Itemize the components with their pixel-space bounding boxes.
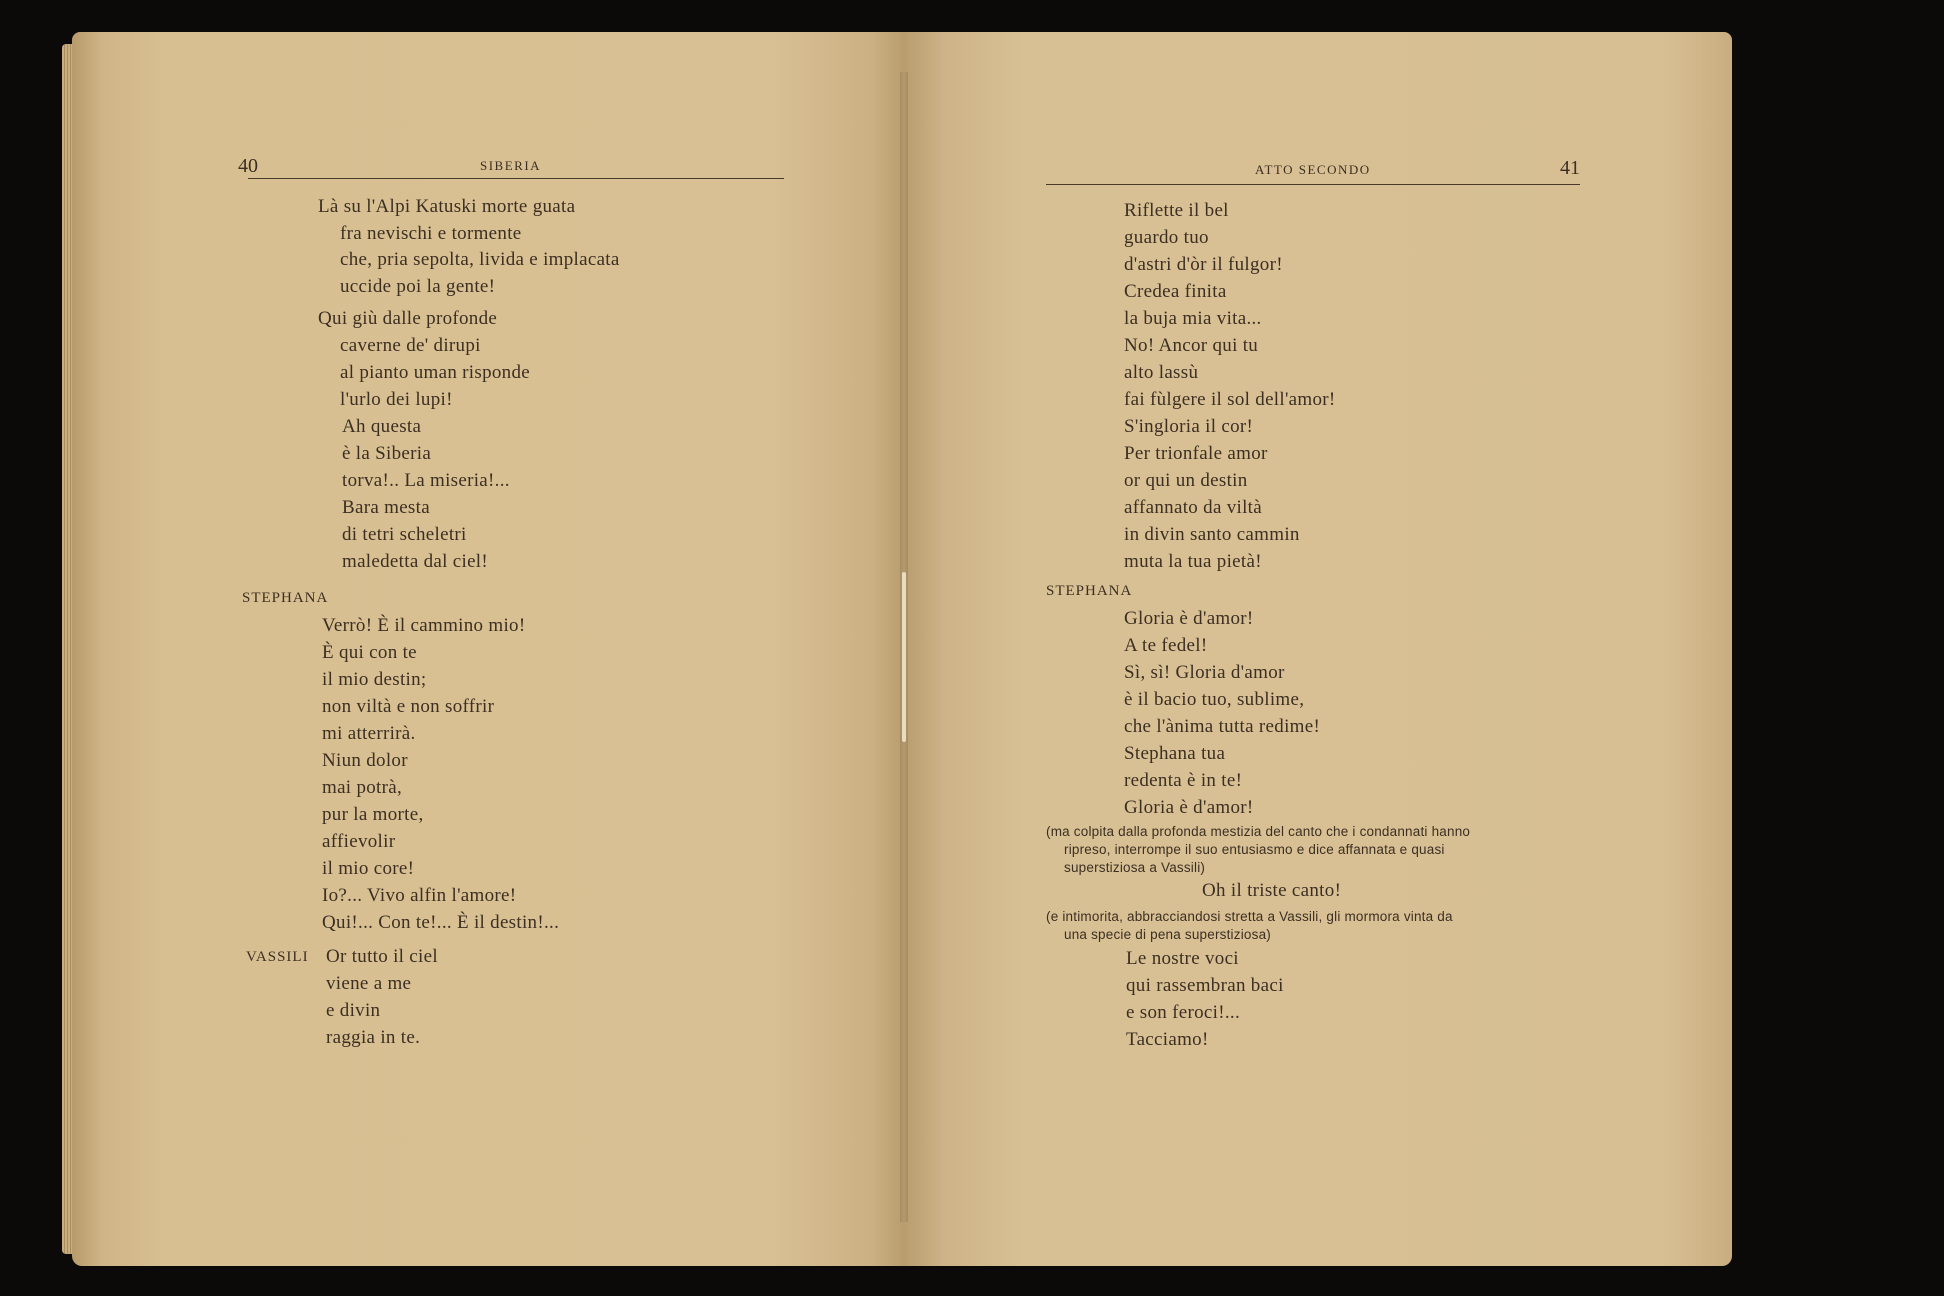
verse-line: al pianto uman risponde xyxy=(340,362,530,383)
verse-line: è la Siberia xyxy=(342,443,432,464)
verse-line: No! Ancor qui tu xyxy=(1124,335,1259,356)
verse-line: l'urlo dei lupi! xyxy=(340,389,453,410)
verse-line: Le nostre voci xyxy=(1126,948,1239,969)
verse-line: il mio destin; xyxy=(322,669,427,690)
verse-line: Per trionfale amor xyxy=(1124,443,1268,464)
verse-line: affannato da viltà xyxy=(1124,497,1262,518)
verse-line: Qui giù dalle profonde xyxy=(318,308,498,329)
right-running-head: ATTO SECONDO xyxy=(1255,162,1371,177)
verse-line: Io?... Vivo alfin l'amore! xyxy=(322,885,517,906)
verse-line: redenta è in te! xyxy=(1124,770,1243,791)
right-header-rule xyxy=(1046,184,1580,185)
verse-line: qui rassembran baci xyxy=(1126,975,1284,996)
verse-line: fai fùlgere il sol dell'amor! xyxy=(1124,389,1336,410)
verse-line: Niun dolor xyxy=(322,750,408,771)
verse-line: Bara mesta xyxy=(342,497,430,518)
verse-line: il mio core! xyxy=(322,858,415,879)
stage-direction-line: (e intimorita, abbracciandosi stretta a Vassili, gli mormora vinta da xyxy=(1046,909,1453,924)
verse-line: la buja mia vita... xyxy=(1124,308,1262,329)
verse-line: Ah questa xyxy=(342,416,422,437)
verse-line: Là su l'Alpi Katuski morte guata xyxy=(318,196,576,217)
verse-line: che l'ànima tutta redime! xyxy=(1124,716,1321,737)
verse-line: Gloria è d'amor! xyxy=(1124,797,1254,818)
right-page xyxy=(904,32,1732,1266)
stage-direction-line: una specie di pena superstiziosa) xyxy=(1064,927,1271,942)
verse-line: Riflette il bel xyxy=(1124,200,1229,221)
speaker-name: VASSILI xyxy=(246,949,309,965)
verse-line: Qui!... Con te!... È il destin!... xyxy=(322,912,560,933)
verse-line: guardo tuo xyxy=(1124,227,1209,248)
verse-line: torva!.. La miseria!... xyxy=(342,470,510,491)
left-page-number: 40 xyxy=(238,155,258,177)
verse-line: d'astri d'òr il fulgor! xyxy=(1124,254,1283,275)
verse-line: È qui con te xyxy=(322,642,417,663)
verse-line: Or tutto il ciel xyxy=(326,946,438,967)
speaker-name: STEPHANA xyxy=(1046,583,1133,599)
verse-line: viene a me xyxy=(326,973,412,994)
verse-line: non viltà e non soffrir xyxy=(322,696,495,717)
verse-line: fra nevischi e tormente xyxy=(340,223,522,244)
verse-line: muta la tua pietà! xyxy=(1124,551,1262,572)
verse-line: Oh il triste canto! xyxy=(1202,880,1342,901)
verse-line: A te fedel! xyxy=(1124,635,1208,656)
stage-direction-line: superstiziosa a Vassili) xyxy=(1064,860,1206,875)
verse-line: uccide poi la gente! xyxy=(340,276,496,297)
verse-line: mi atterrirà. xyxy=(322,723,416,744)
verse-line: Sì, sì! Gloria d'amor xyxy=(1124,662,1285,683)
verse-line: maledetta dal ciel! xyxy=(342,551,489,572)
verse-line: di tetri scheletri xyxy=(342,524,467,545)
verse-line: affievolir xyxy=(322,831,396,852)
stage-direction-line: (ma colpita dalla profonda mestizia del canto che i condannati hanno xyxy=(1046,824,1471,839)
verse-line: S'ingloria il cor! xyxy=(1124,416,1254,437)
verse-line: e son feroci!... xyxy=(1126,1002,1241,1023)
verse-line: caverne de' dirupi xyxy=(340,335,481,356)
verse-line: pur la morte, xyxy=(322,804,424,825)
verse-line: alto lassù xyxy=(1124,362,1199,383)
verse-line: che, pria sepolta, livida e implacata xyxy=(340,249,620,270)
binding-thread xyxy=(902,572,906,742)
verse-line: raggia in te. xyxy=(326,1027,421,1048)
verse-line: e divin xyxy=(326,1000,381,1021)
left-header-rule xyxy=(248,178,784,179)
left-running-head: SIBERIA xyxy=(480,158,542,173)
speaker-name: STEPHANA xyxy=(242,590,329,606)
verse-line: Tacciamo! xyxy=(1126,1029,1209,1050)
verse-line: or qui un destin xyxy=(1124,470,1248,491)
right-page-number: 41 xyxy=(1560,157,1580,179)
verse-line: Stephana tua xyxy=(1124,743,1226,764)
verse-line: Gloria è d'amor! xyxy=(1124,608,1254,629)
verse-line: Verrò! È il cammino mio! xyxy=(322,615,526,636)
verse-line: Credea finita xyxy=(1124,281,1227,302)
verse-line: mai potrà, xyxy=(322,777,403,798)
stage-direction-line: ripreso, interrompe il suo entusiasmo e dice affannata e quasi xyxy=(1064,842,1445,857)
verse-line: è il bacio tuo, sublime, xyxy=(1124,689,1305,710)
verse-line: in divin santo cammin xyxy=(1124,524,1300,545)
